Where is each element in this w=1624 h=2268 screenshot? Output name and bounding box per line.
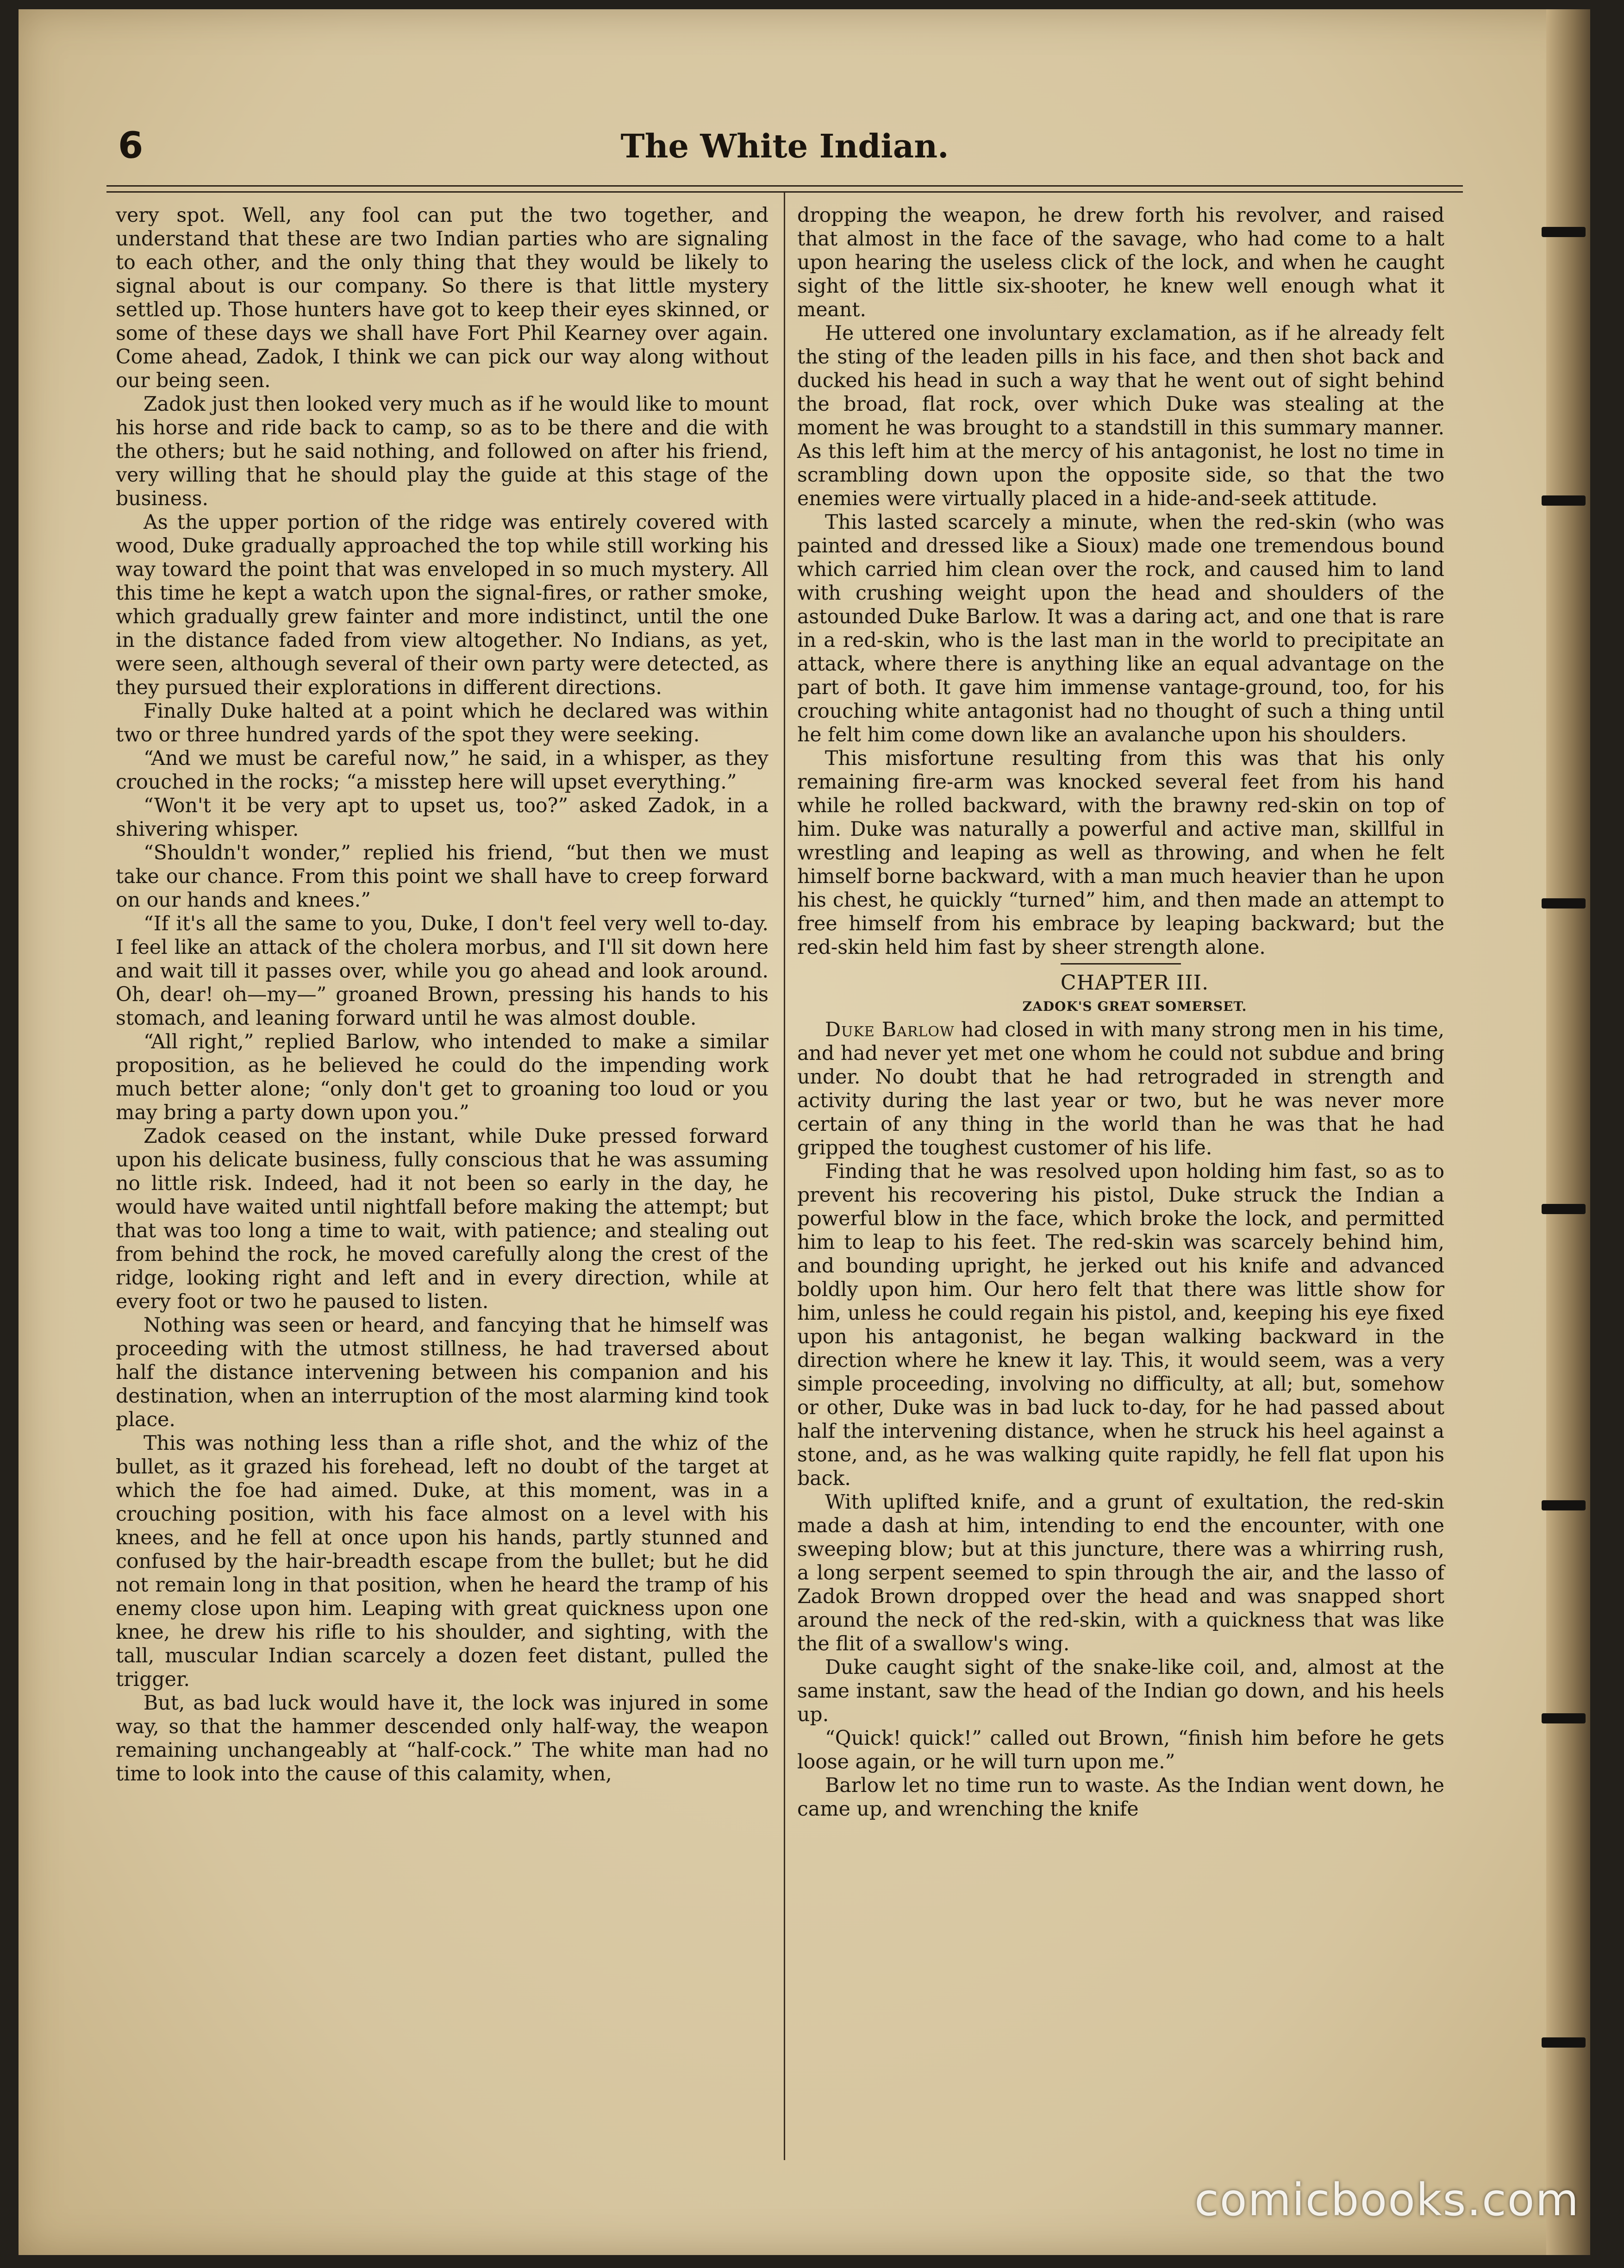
paragraph: very spot. Well, any fool can put the two together, and understand that these are two Indian parties who are signaling to each other, and the only thing that they would be likely to signal about is our company. So there is that little mystery settled up. Those hunters have got to keep their eyes skinned, or some of these days we shall have Fort Phil Kearney over again. Come ahead, Zadok, I think we can pick our way along without our being seen. [116, 204, 768, 392]
binding-stitch [1542, 898, 1586, 908]
paragraph: “If it's all the same to you, Duke, I don't feel very well to-day. I feel like an attack of the cholera morbus, and I'll sit down here and wait till it passes over, while you go ahead and look around. Oh, dear! oh—my—” groaned Brown, pressing his hands to his stomach, and leaning forward until he was almost double. [116, 912, 768, 1030]
page-header [106, 125, 1463, 176]
site-watermark: comicbooks.com [1194, 2174, 1580, 2226]
binding-stitch [1542, 1713, 1586, 1723]
binding-stitch [1542, 1500, 1586, 1510]
paragraph: “And we must be careful now,” he said, in a whisper, as they crouched in the rocks; “a misstep here will upset everything.” [116, 747, 768, 794]
paragraph: With uplifted knife, and a grunt of exultation, the red-skin made a dash at him, intending to end the encounter, with one sweeping blow; but at this juncture, there was a whirring rush, a long serpent seemed to spin through the air, and the lasso of Zadok Brown dropped over the head and was snapped short around the neck of the red-skin, with a quickness that was like the flit of a swallow's wing. [797, 1491, 1444, 1655]
paragraph: He uttered one involuntary exclamation, as if he already felt the sting of the leaden pills in his face, and then shot back and ducked his head in such a way that he went out of sight behind the broad, flat rock, over which Duke was stealing at the moment he was brought to a standstill in this summary manner. As this left him at the mercy of his antagonist, he lost no time in scrambling down upon the opposite side, so that the two enemies were virtually placed in a hide-and-seek attitude. [797, 322, 1444, 510]
paragraph: Nothing was seen or heard, and fancying that he himself was proceeding with the utmost stillness, he had traversed about half the distance intervening between his companion and his destination, when an interruption of the most alarming kind took place. [116, 1314, 768, 1431]
header-rule [106, 185, 1463, 193]
binding-stitch [1542, 495, 1586, 506]
paragraph: This lasted scarcely a minute, when the red-skin (who was painted and dressed like a Sioux) made one tremendous bound which carried him clean over the rock, and caused him to land with crushing weight upon the head and shoulders of the astounded Duke Barlow. It was a daring act, and one that is rare in a red-skin, who is the last man in the world to precipitate an attack, where there is anything like an equal advantage on the part of both. It gave him immense vantage-ground, too, for his crouching white antagonist had no thought of such a thing until he felt him come down like an avalanche upon his shoulders. [797, 511, 1444, 746]
paragraph: Barlow let no time run to waste. As the Indian went down, he came up, and wrenching the knife [797, 1774, 1444, 1821]
paragraph: Zadok just then looked very much as if he would like to mount his horse and ride back to camp, so as to be there and die with the others; but he said nothing, and followed on after his friend, very willing that he should play the guide at this stage of the business. [116, 393, 768, 510]
paragraph: Finally Duke halted at a point which he declared was within two or three hundred yards of the spot they were seeking. [116, 700, 768, 746]
binding-stitch [1542, 227, 1586, 237]
right-column [797, 204, 1444, 1821]
page-number: 6 [118, 125, 144, 167]
chapter-heading: CHAPTER III. [1060, 971, 1209, 995]
paragraph: “Shouldn't wonder,” replied his friend, “but then we must take our chance. From this point we shall have to creep forward on our hands and knees.” [116, 841, 768, 912]
paragraph: As the upper portion of the ridge was entirely covered with wood, Duke gradually approached the top while still working his way toward the point that was enveloped in so much mystery. All this time he kept a watch upon the signal-fires, or rather smoke, which gradually grew fainter and more indistinct, until the one in the distance faded from view altogether. No Indians, as yet, were seen, although several of their own party were detected, as they pursued their explorations in different directions. [116, 511, 768, 699]
left-column [116, 204, 768, 1786]
running-title: The White Indian. [620, 127, 949, 165]
column-divider [784, 192, 785, 2160]
paragraph: Zadok ceased on the instant, while Duke pressed forward upon his delicate business, fully conscious that he was assuming no little risk. Indeed, had it not been so early in the day, he would have waited until nightfall before making the attempt; but that was too long a time to wait, with patience; and stealing out from behind the rock, he moved carefully along the crest of the ridge, looking right and left and in every direction, while at every foot or two he paused to listen. [116, 1125, 768, 1313]
paragraph: dropping the weapon, he drew forth his revolver, and raised that almost in the face of the savage, who had come to a halt upon hearing the useless click of the lock, and when he caught sight of the little six-shooter, he knew well enough what it meant. [797, 204, 1444, 321]
binding-stitch [1542, 1204, 1586, 1214]
paragraph: “All right,” replied Barlow, who intended to make a similar proposition, as he believed he could do the impending work much better alone; “only don't get to groaning too loud or you may bring a party down upon you.” [116, 1030, 768, 1124]
opening-words: Duke Barlow [825, 1018, 955, 1041]
paragraph: This misfortune resulting from this was that his only remaining fire-arm was knocked several feet from his hand while he rolled backward, with the brawny red-skin on top of him. Duke was naturally a powerful and active man, skillful in wrestling and leaping as well as throwing, and when he felt himself borne backward, with a man much heavier than he upon his chest, he quickly “turned” him, and then made an attempt to free himself from his embrace by leaping backward; but the red-skin held him fast by sheer strength alone. [797, 747, 1444, 959]
paragraph: Finding that he was resolved upon holding him fast, so as to prevent his recovering his pistol, Duke struck the Indian a powerful blow in the face, which broke the lock, and permitted him to leap to his feet. The red-skin was scarcely behind him, and bounding upright, he jerked out his knife and advanced boldly upon him. Our hero felt that there was little show for him, unless he could regain his pistol, and, keeping his eye fixed upon his antagonist, he began walking backward in the direction where he knew it lay. This, it would seem, was a very simple proceeding, involving no difficulty, at all; but, somehow or other, Duke was in bad luck to-day, for he had passed about half the intervening distance, when he struck his heel against a stone, and, as he was walking quite rapidly, he fell flat upon his back. [797, 1160, 1444, 1490]
paragraph: “Won't it be very apt to upset us, too?” asked Zadok, in a shivering whisper. [116, 794, 768, 841]
chapter-subtitle: ZADOK'S GREAT SOMERSET. [1022, 999, 1247, 1014]
page-spine [1546, 9, 1590, 2255]
paragraph: This was nothing less than a rifle shot, and the whiz of the bullet, as it grazed his forehead, left no doubt of the target at which the foe had aimed. Duke, at this moment, was in a crouching position, with his face almost on a level with his knees, and he fell at once upon his hands, partly stunned and confused by the hair-breadth escape from the bullet; but he did not remain long in that position, when he heard the tramp of his enemy close upon him. Leaping with great quickness upon one knee, he drew his rifle to his shoulder, and sighting, with the tall, muscular Indian scarcely a dozen feet distant, pulled the trigger. [116, 1432, 768, 1691]
paragraph: “Quick! quick!” called out Brown, “finish him before he gets loose again, or he will turn upon me.” [797, 1727, 1444, 1773]
paragraph: Duke caught sight of the snake-like coil, and, almost at the same instant, saw the head of the Indian go down, and his heels up. [797, 1656, 1444, 1726]
opening-text: had closed in with many strong men in his time, and had never yet met one whom he could not subdue and bring under. No doubt that he had retrograded in strength and activity during the last year or two, but he was never more certain of any thing in the world than he was that he had gripped the toughest customer of his life. [797, 1018, 1444, 1159]
chapter-rule [1061, 963, 1181, 965]
chapter-opening-paragraph [797, 1018, 1444, 1160]
binding-stitch [1542, 2037, 1586, 2048]
paragraph: But, as bad luck would have it, the lock was injured in some way, so that the hammer descended only half-way, the weapon remaining unchangeably at “half-cock.” The white man had no time to look into the cause of this calamity, when, [116, 1692, 768, 1786]
